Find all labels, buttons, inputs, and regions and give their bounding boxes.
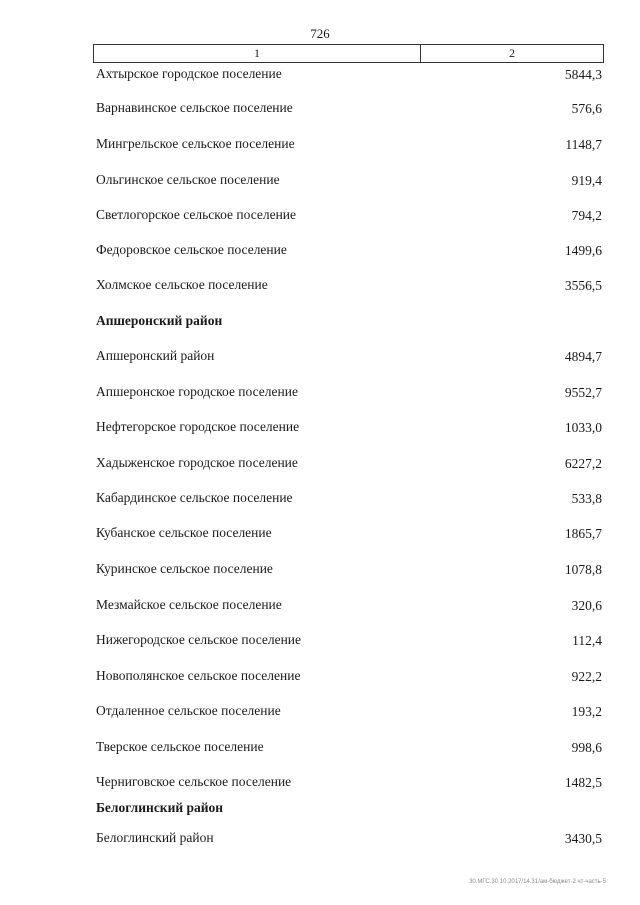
settlement-value: 1499,6	[564, 243, 602, 258]
table-row	[0, 703, 640, 723]
settlement-name: Федоровское сельское поселение	[96, 242, 287, 257]
settlement-name: Отдаленное сельское поселение	[96, 703, 281, 718]
table-row	[0, 348, 640, 368]
settlement-value: 320,6	[571, 598, 602, 613]
settlement-name: Тверское сельское поселение	[96, 739, 264, 754]
settlement-name: Ольгинское сельское поселение	[96, 172, 280, 187]
table-row	[0, 525, 640, 545]
settlement-name: Варнавинское сельское поселение	[96, 100, 293, 115]
settlement-name: Хадыженское городское поселение	[96, 455, 298, 470]
settlement-value: 1865,7	[564, 526, 602, 541]
settlement-value: 112,4	[572, 633, 602, 648]
settlement-name: Нижегородское сельское поселение	[96, 632, 302, 647]
section-heading	[0, 800, 640, 820]
column-header-2: 2	[509, 46, 515, 60]
table-row	[0, 277, 640, 297]
settlement-name: Черниговское сельское поселение	[96, 774, 292, 789]
settlement-value: 1033,0	[564, 420, 602, 435]
settlement-name: Мезмайское сельское поселение	[96, 597, 282, 612]
settlement-value: 922,2	[571, 669, 602, 684]
settlement-name: Холмское сельское поселение	[96, 277, 268, 292]
settlement-name: Апшеронский район	[96, 348, 215, 363]
settlement-name: Апшеронское городское поселение	[96, 384, 298, 399]
settlement-value: 919,4	[571, 173, 602, 188]
settlement-value: 1148,7	[565, 137, 602, 152]
settlement-name: Кубанское сельское поселение	[96, 525, 272, 540]
settlement-value: 533,8	[571, 491, 602, 506]
section-heading-label: Апшеронский район	[96, 313, 223, 328]
settlement-value: 3556,5	[564, 278, 602, 293]
column-header-1: 1	[94, 45, 421, 62]
table-row	[0, 207, 640, 227]
settlement-name: Белоглинский район	[96, 830, 214, 845]
settlement-value: 193,2	[571, 704, 602, 719]
table-row	[0, 561, 640, 581]
column-header	[93, 44, 604, 63]
settlement-value: 998,6	[571, 740, 602, 755]
table-row	[0, 384, 640, 404]
page-number: 726	[310, 26, 330, 41]
settlement-name: Новополянское сельское поселение	[96, 668, 301, 683]
table-row	[0, 455, 640, 475]
settlement-value: 1078,8	[564, 562, 602, 577]
table-row	[0, 242, 640, 262]
settlement-value: 794,2	[571, 208, 602, 223]
table-row	[0, 490, 640, 510]
settlement-name: Нефтегорское городское поселение	[96, 419, 300, 434]
table-row	[0, 774, 640, 794]
section-heading	[0, 313, 640, 333]
settlement-name: Светлогорское сельское поселение	[96, 207, 297, 222]
settlement-value: 5844,3	[564, 67, 602, 82]
settlement-name: Ахтырское городское поселение	[96, 66, 282, 81]
settlement-name: Кабардинское сельское поселение	[96, 490, 293, 505]
table-row	[0, 136, 640, 156]
settlement-value: 4894,7	[564, 349, 602, 364]
footer-stamp: 30.МГС.30.10.2017/14.31/ам-бюджет-2 чт-часть-5	[469, 879, 606, 885]
table-row	[0, 419, 640, 439]
table-row	[0, 830, 640, 850]
table-row	[0, 668, 640, 688]
table-row	[0, 739, 640, 759]
table-row	[0, 172, 640, 192]
settlement-value: 9552,7	[564, 385, 602, 400]
settlement-name: Куринское сельское поселение	[96, 561, 273, 576]
settlement-name: Мингрельское сельское поселение	[96, 136, 295, 151]
settlement-value: 576,6	[571, 101, 602, 116]
table-row	[0, 597, 640, 617]
table-row	[0, 100, 640, 120]
section-heading-label: Белоглинский район	[96, 800, 224, 815]
settlement-value: 1482,5	[564, 775, 602, 790]
table-row	[0, 632, 640, 652]
settlement-value: 3430,5	[564, 831, 602, 846]
settlement-value: 6227,2	[564, 456, 602, 471]
table-row	[0, 66, 640, 86]
